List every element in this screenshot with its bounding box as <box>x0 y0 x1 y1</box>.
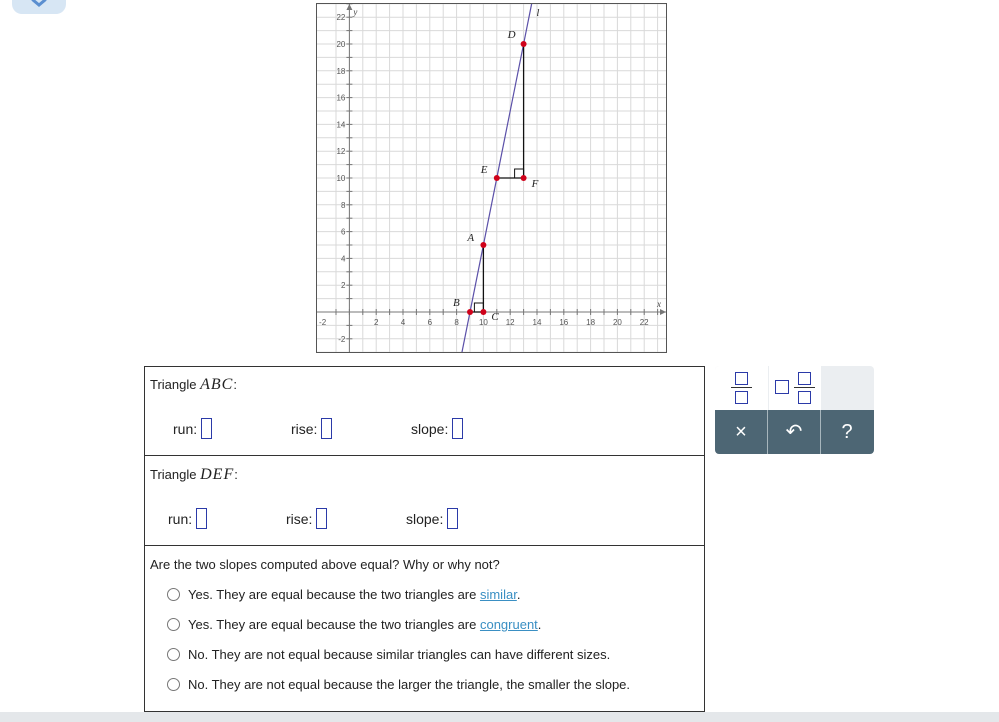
option-label: Yes. They are equal because the two triangles are congruent. <box>188 617 542 632</box>
collapse-tab[interactable] <box>12 0 66 14</box>
def-slope-field: slope: <box>406 508 458 529</box>
math-toolbar <box>715 366 874 454</box>
similar-link[interactable]: similar <box>479 587 517 602</box>
radio-button[interactable] <box>167 588 180 601</box>
x-tick-label: 22 <box>639 318 649 327</box>
x-tick-label: 18 <box>586 318 596 327</box>
radio-button[interactable] <box>167 648 180 661</box>
x-tick-label: 16 <box>559 318 569 327</box>
def-slope-input[interactable] <box>447 508 458 529</box>
y-tick-label: 4 <box>340 254 346 264</box>
y-tick-label: 6 <box>340 227 346 237</box>
triangle-def-panel <box>144 455 705 546</box>
y-tick-label: -2 <box>338 334 346 344</box>
y-tick-label: 16 <box>336 93 346 103</box>
point-d <box>521 41 527 47</box>
y-tick-label: 18 <box>336 66 346 76</box>
abc-run-input[interactable] <box>201 418 212 439</box>
abc-slope-field: slope: <box>411 418 463 439</box>
undo-button[interactable]: ↶ <box>785 421 803 443</box>
y-tick-label: 8 <box>340 200 346 210</box>
graph-canvas <box>317 4 666 352</box>
answer-option[interactable] <box>167 647 610 662</box>
answer-option[interactable] <box>167 677 630 692</box>
point-label-e: E <box>480 164 488 176</box>
y-tick-label: 20 <box>336 40 346 49</box>
whole-box-icon <box>775 380 789 394</box>
toolbar-action-row <box>715 410 874 454</box>
option-label: Yes. They are equal because the two triangles are similar. <box>188 587 521 602</box>
x-tick-label: 10 <box>478 318 488 327</box>
x-axis-arrow <box>660 309 666 315</box>
denominator-box-icon <box>735 391 748 404</box>
help-button[interactable]: ? <box>841 421 853 443</box>
option-label: No. They are not equal because similar triangles can have different sizes. <box>188 647 611 662</box>
x-tick-label: 12 <box>505 318 515 327</box>
x-axis-label: x <box>657 299 661 309</box>
y-axis-arrow <box>346 4 352 10</box>
y-tick-label: 14 <box>336 120 346 130</box>
denominator-box-icon <box>798 391 811 404</box>
triangle-def-title: Triangle DEF: <box>150 466 238 483</box>
bottom-scroll-bar <box>0 712 999 722</box>
x-tick-label: 14 <box>532 318 542 327</box>
x-tick-label: 2 <box>373 318 379 327</box>
def-rise-input[interactable] <box>316 508 327 529</box>
triangle-abc-title: Triangle ABC: <box>150 376 237 393</box>
point-c <box>480 309 486 315</box>
y-tick-label: 22 <box>336 13 346 23</box>
x-tick-label: 6 <box>427 318 433 327</box>
point-e <box>494 175 500 181</box>
abc-run-field: run: <box>173 418 212 439</box>
numerator-box-icon <box>735 372 748 385</box>
fraction-button[interactable] <box>715 366 768 410</box>
numerator-box-icon <box>798 372 811 385</box>
point-label-f: F <box>531 178 539 190</box>
radio-button[interactable] <box>167 618 180 631</box>
abc-slope-input[interactable] <box>452 418 463 439</box>
def-run-input[interactable] <box>196 508 207 529</box>
x-tick-label: -2 <box>319 318 327 327</box>
y-tick-label: 12 <box>336 147 346 157</box>
point-b <box>467 309 473 315</box>
coordinate-graph <box>316 3 667 353</box>
question-text: Are the two slopes computed above equal? Why or why not? <box>150 557 500 572</box>
y-tick-label: 2 <box>340 281 346 291</box>
toolbar-template-row <box>715 366 874 410</box>
y-axis-label: y <box>353 7 358 17</box>
triangle-abc-panel <box>144 366 705 456</box>
abc-rise-field: rise: <box>291 418 332 439</box>
point-f <box>521 175 527 181</box>
def-rise-field: rise: <box>286 508 327 529</box>
line-l-label: l <box>536 7 540 19</box>
chevron-down-icon <box>31 0 47 8</box>
point-label-c: C <box>491 311 499 323</box>
x-tick-label: 8 <box>454 318 459 327</box>
point-label-a: A <box>467 232 475 244</box>
clear-button[interactable]: × <box>735 421 747 443</box>
answer-option[interactable] <box>167 617 541 632</box>
def-run-field: run: <box>168 508 207 529</box>
radio-button[interactable] <box>167 678 180 691</box>
fraction-bar-icon <box>731 387 752 388</box>
answer-option[interactable] <box>167 587 520 602</box>
abc-rise-input[interactable] <box>321 418 332 439</box>
y-tick-label: 10 <box>336 174 346 183</box>
fraction-bar-icon <box>794 387 815 388</box>
point-label-d: D <box>507 29 516 41</box>
x-tick-label: 20 <box>612 318 622 327</box>
congruent-link[interactable]: congruent <box>479 617 538 632</box>
mixed-number-button[interactable] <box>769 366 821 410</box>
point-label-b: B <box>453 297 460 309</box>
x-tick-label: 4 <box>400 318 406 327</box>
point-a <box>480 242 486 248</box>
option-label: No. They are not equal because the larger the triangle, the smaller the slope. <box>188 677 631 692</box>
question-panel <box>144 545 705 712</box>
